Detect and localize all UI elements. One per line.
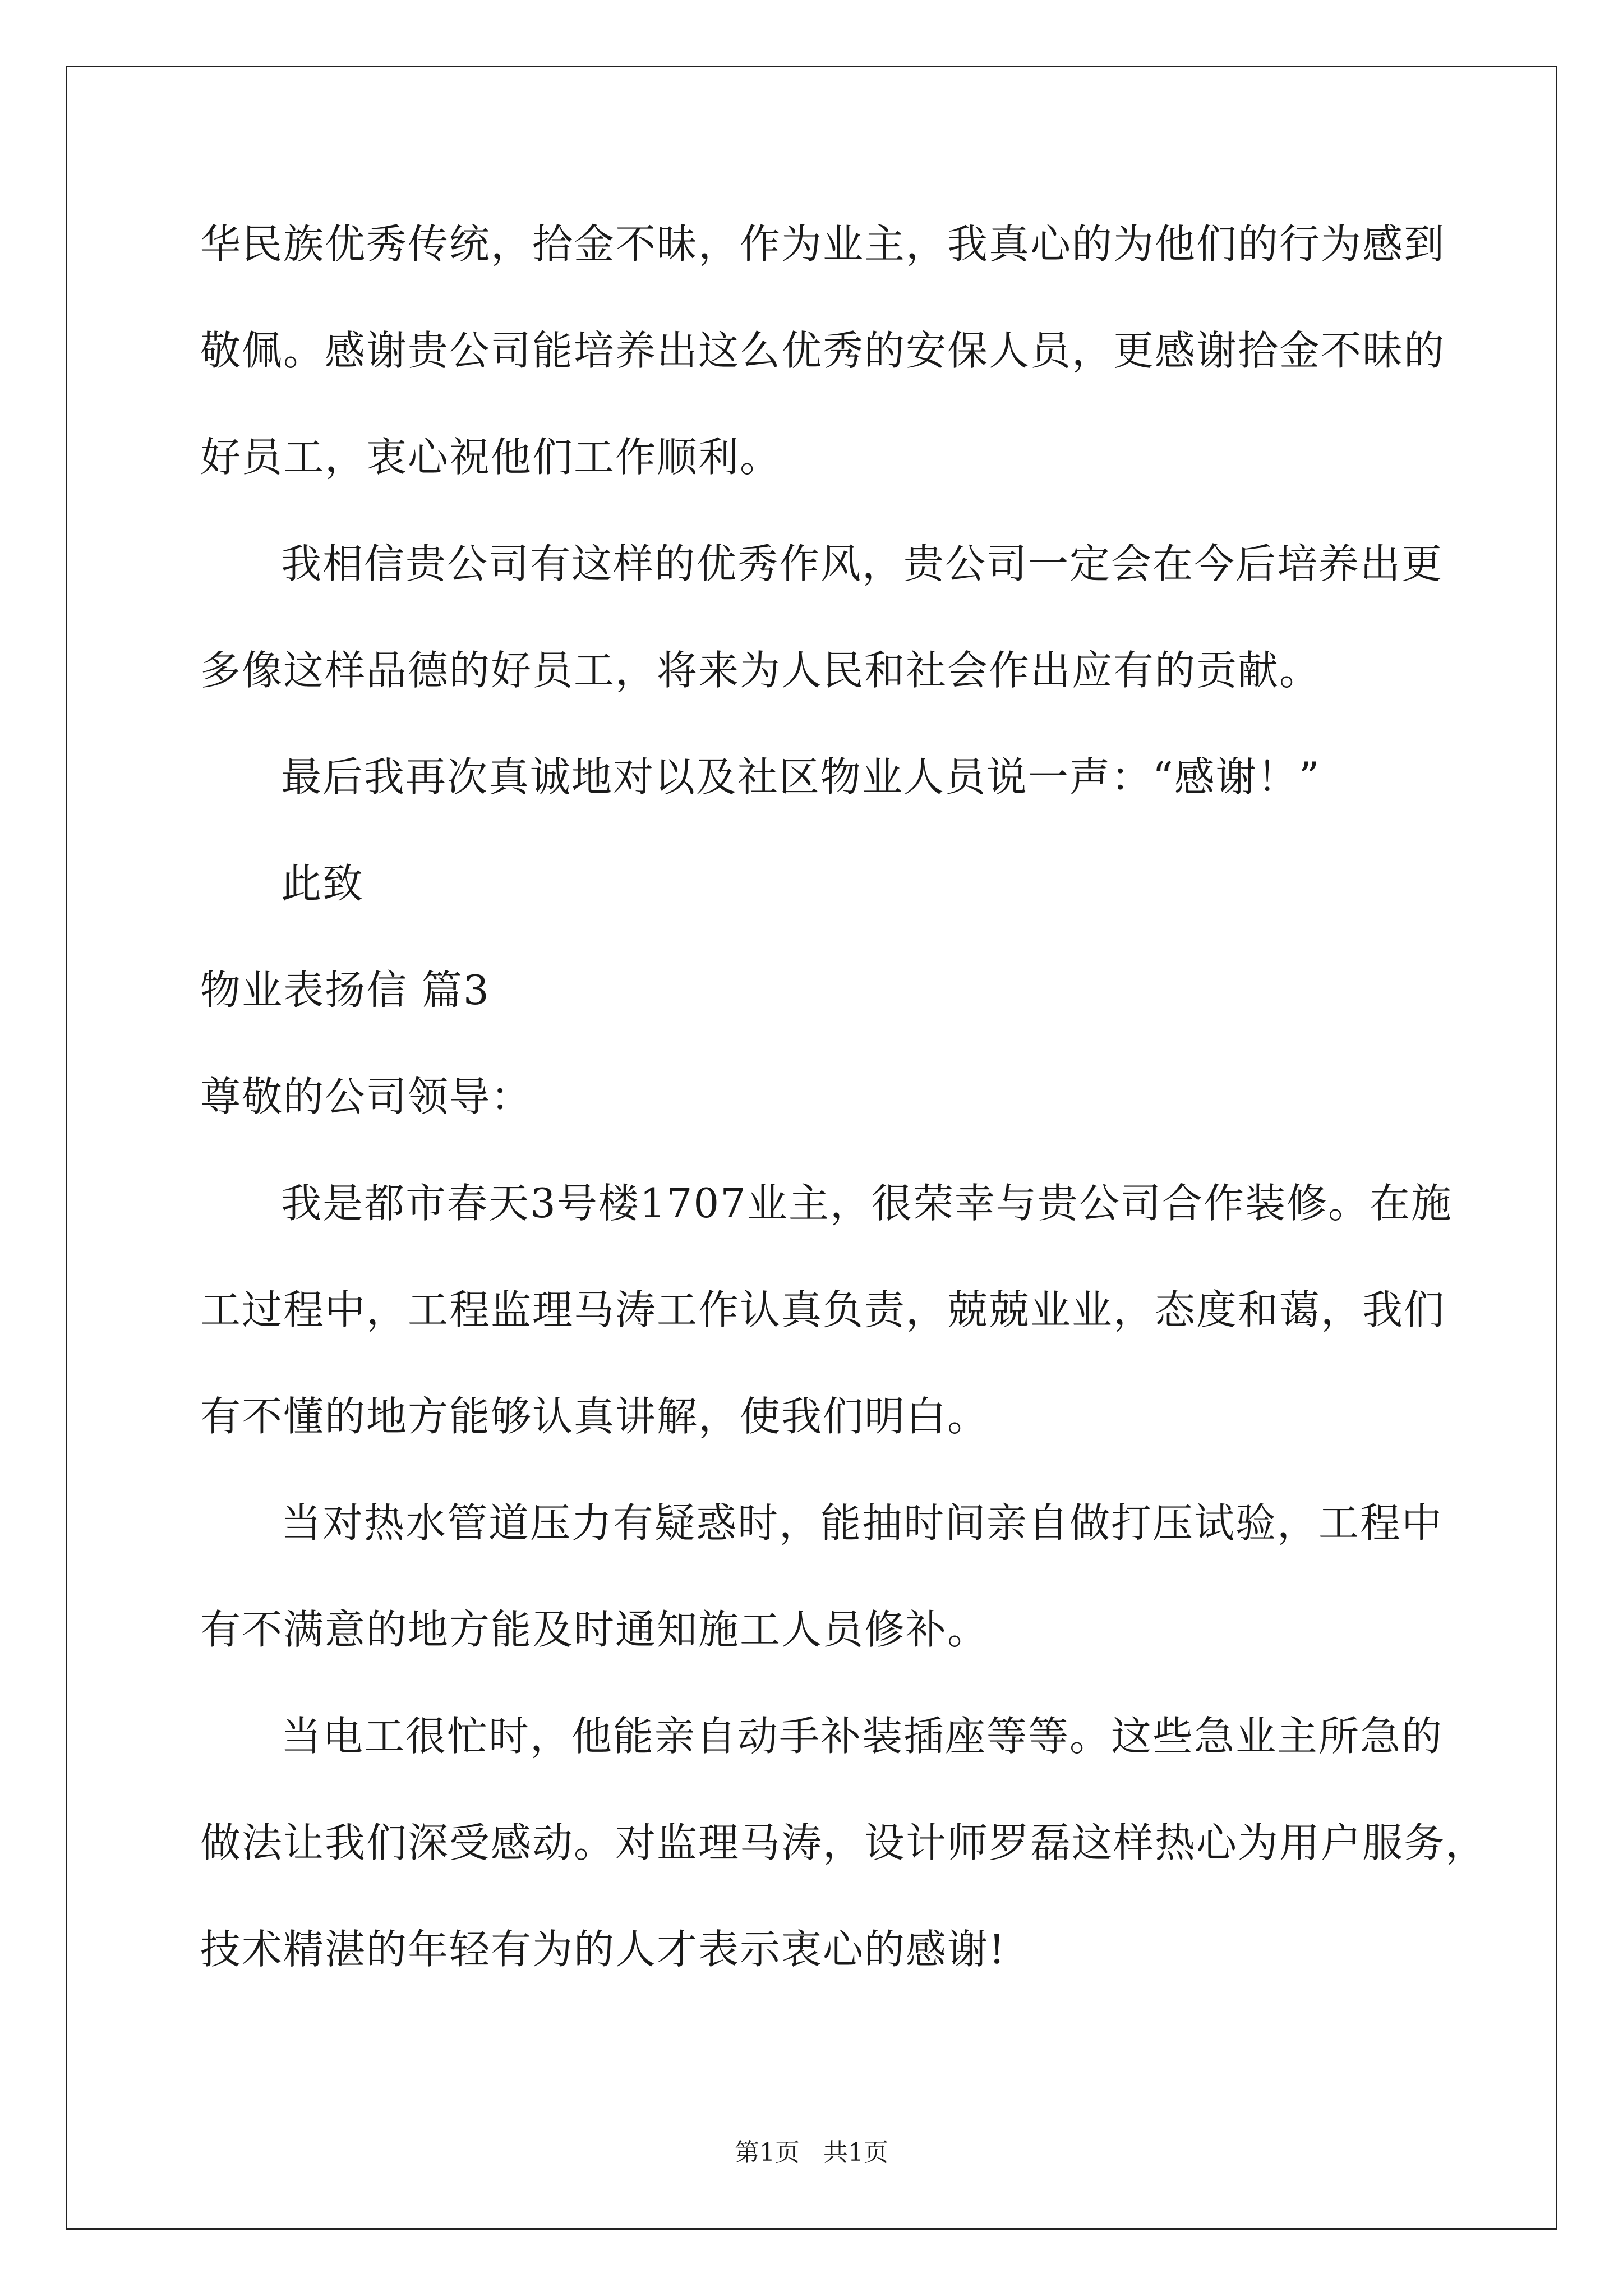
paragraph-line: 做法让我们深受感动。对监理马涛，设计师罗磊这样热心为用户服务， — [200, 1819, 1487, 1866]
paragraph-line: 技术精湛的年轻有为的人才表示衷心的感谢! — [200, 1926, 1006, 1973]
paragraph-line: 当对热水管道压力有疑惑时，能抽时间亲自做打压试验，工程中 — [281, 1499, 1444, 1547]
letter-greeting: 尊敬的公司领导： — [200, 1073, 533, 1120]
paragraph-line: 我是都市春天3号楼1707业主，很荣幸与贵公司合作装修。在施 — [281, 1180, 1453, 1227]
paragraph-line: 我相信贵公司有这样的优秀作风，贵公司一定会在今后培养出更 — [281, 540, 1444, 587]
page-number: 第1页 — [735, 2138, 800, 2167]
paragraph-line: 好员工，衷心祝他们工作顺利。 — [200, 434, 782, 481]
page-border — [66, 66, 1557, 2230]
paragraph-line: 工过程中，工程监理马涛工作认真负责，兢兢业业，态度和蔼，我们 — [200, 1286, 1446, 1333]
paragraph-line: 最后我再次真诚地对以及社区物业人员说一声：“感谢！” — [281, 753, 1321, 800]
section-heading: 物业表扬信 篇3 — [200, 967, 490, 1014]
closing-salutation: 此致 — [281, 860, 365, 907]
paragraph-line: 多像这样品德的好员工，将来为人民和社会作出应有的贡献。 — [200, 647, 1321, 694]
paragraph-line: 敬佩。感谢贵公司能培养出这么优秀的安保人员，更感谢拾金不昧的 — [200, 327, 1446, 374]
paragraph-line: 当电工很忙时，他能亲自动手补装插座等等。这些急业主所急的 — [281, 1713, 1444, 1760]
page-footer — [0, 2139, 1623, 2167]
page-total: 共1页 — [823, 2138, 888, 2167]
paragraph-line: 有不懂的地方能够认真讲解，使我们明白。 — [200, 1393, 989, 1440]
paragraph-line: 华民族优秀传统，拾金不昧，作为业主，我真心的为他们的行为感到 — [200, 220, 1446, 268]
paragraph-line: 有不满意的地方能及时通知施工人员修补。 — [200, 1606, 989, 1653]
